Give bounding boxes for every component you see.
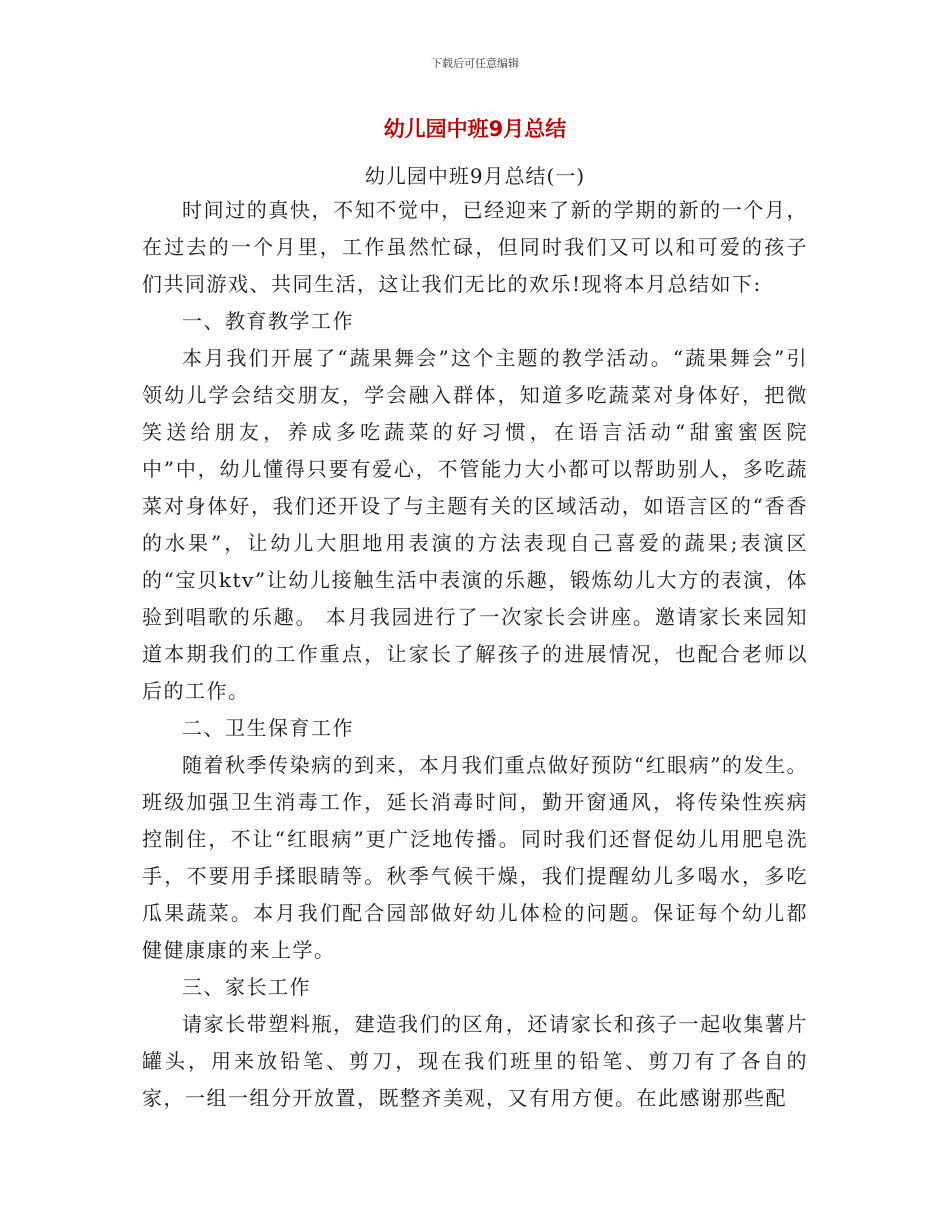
document-subtitle: 幼儿园中班9月总结(一)	[364, 164, 586, 188]
section-text-teaching: 本月我们开展了“蔬果舞会”这个主题的教学活动。“蔬果舞会”引领幼儿学会结交朋友，学会融入群体，知道多吃蔬菜对身体好，把微笑送给朋友，养成多吃蔬菜的好习惯，在语言活动“甜蜜蜜医院中”中，幼儿懂得只要有爱心，不管能力大小都可以帮助别人，多吃蔬菜对身体好，我们还开设了与主题有关的区域活动，如语言区的“香香的水果”，让幼儿大胆地用表演的方法表现自己喜爱的蔬果;表演区的“宝贝ktv”让幼儿接触生活中表演的乐趣，锻炼幼儿大方的表演，体验到唱歌的乐趣。 本月我园进行了一次家长会讲座。邀请家长来园知道本期我们的工作重点，让家长了解孩子的进展情况，也配合老师以后的工作。	[142, 346, 808, 703]
header-note: 下载后可任意编辑	[431, 57, 519, 70]
section-text-health: 随着秋季传染病的到来，本月我们重点做好预防“红眼病”的发生。班级加强卫生消毒工作，延长消毒时间，勤开窗通风，将传染性疾病控制住，不让“红眼病”更广泛地传播。同时我们还督促幼儿用肥皂洗手，不要用手揉眼睛等。秋季气候干燥，我们提醒幼儿多喝水，多吃瓜果蔬菜。本月我们配合园部做好幼儿体检的问题。保证每个幼儿都健健康康的来上学。	[142, 753, 808, 962]
section-heading-teaching: 一、教育教学工作	[182, 309, 354, 333]
document-body	[142, 192, 808, 1117]
document-title: 幼儿园中班9月总结	[383, 117, 567, 141]
section-heading-parents: 三、家长工作	[182, 975, 311, 999]
section-text-parents: 请家长带塑料瓶，建造我们的区角，还请家长和孩子一起收集薯片罐头，用来放铅笔、剪刀，现在我们班里的铅笔、剪刀有了各自的家，一组一组分开放置，既整齐美观，又有用方便。在此感谢那些配	[142, 1012, 808, 1110]
intro-paragraph: 时间过的真快，不知不觉中，已经迎来了新的学期的新的一个月，在过去的一个月里，工作虽然忙碌，但同时我们又可以和可爱的孩子们共同游戏、共同生活，这让我们无比的欢乐!现将本月总结如下:	[142, 198, 808, 296]
section-heading-health: 二、卫生保育工作	[182, 716, 354, 740]
